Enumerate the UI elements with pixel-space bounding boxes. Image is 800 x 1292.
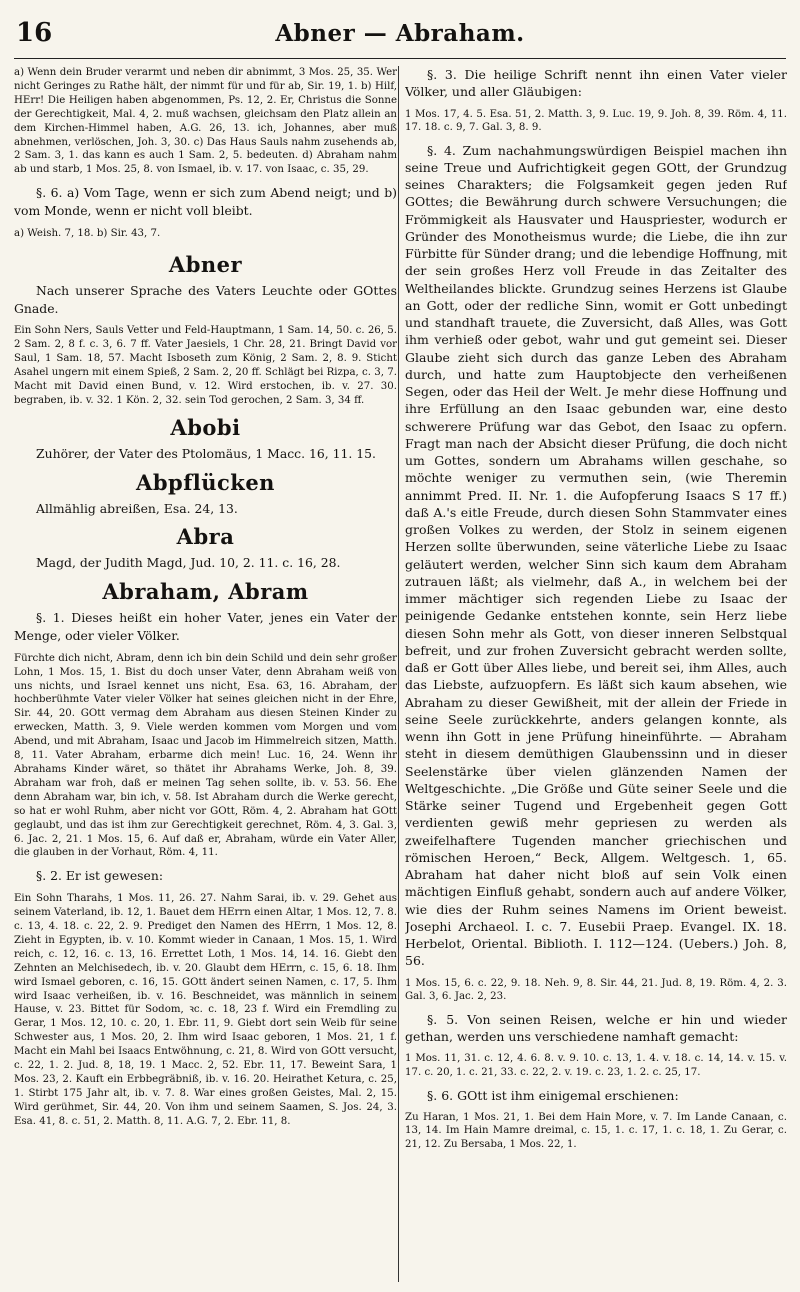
page-header [14,14,786,59]
section-6-note: a) Weish. 7, 18. b) Sir. 43, 7. [14,227,161,239]
section-5-paragraph: §. 5. Von seinen Reisen, welche er hin und wieder gethan, werden uns verschiedene namhaft gemacht: [405,1011,787,1045]
column-divider [398,66,399,1282]
abner-definition: Nach unserer Sprache des Vaters Leuchte oder GOttes Gnade. [14,282,397,316]
entry-heading-abobi: Abobi [170,414,241,440]
page-number: 16 [16,18,53,48]
abner-note: Ein Sohn Ners, Sauls Vetter und Feld-Hauptmann, 1 Sam. 14, 50. c. 26, 5. 2 Sam. 2, 8 f. c. 3, 6. 7 ff. Vater Jaesiels, 1 Chr. 28, 21. Bringt David vor Saul, 1 Sam. 18, 57. Macht Isboseth zum König, 2 Sam. 2, 8. 9. Sticht Asahel ungern mit einem Spieß, 2 Sam. 2, 20 ff. Schlägt bei Rizpa, c. 3, 7. Macht mit David einen Bund, v. 12. Wird erstochen, ib. v. 27. 30. begraben, ib. v. 32. 1 Kön. 2, 32. sein Tod gerochen, 2 Sam. 3, 34 ff. [14,325,397,406]
entry-heading-abra: Abra [176,524,235,550]
section-5-note: 1 Mos. 11, 31. c. 12, 4. 6. 8. v. 9. 10. c. 13, 1. 4. v. 18. c. 14, 14. v. 15. v. 17. c. 20, 1. c. 21, 33. c. 22, 2. v. 19. c. 23, 1. 2. c. 25, 17. [405,1053,787,1078]
left-column [14,66,397,1284]
section-3-paragraph: §. 3. Die heilige Schrift nennt ihn einen Vater vieler Völker, und aller Gläubigen: [405,67,787,100]
section-6-paragraph: §. 6. a) Vom Tage, wenn er sich zum Abend neigt; und b) vom Monde, wenn er nicht voll bleibt. [14,185,397,219]
abobi-definition: Zuhörer, der Vater des Ptolomäus, 1 Macc. 16, 11. 15. [36,445,376,461]
right-column [405,66,787,1284]
section-4-paragraph: §. 4. Zum nachahmungswürdigen Beispiel machen ihn seine Treue und Aufrichtigkeit gegen GOtt, der Grundzug seines Charakters; die Folgsamkeit gegen jeden Ruf GOttes; die Bewährung durch schwere Versuchungen; die Frömmigkeit als Hausvater und Hauspriester, wodurch er Gründer des Monotheismus wurde; die Liebe, die ihn zur Fürbitte für Sünder drang; und die lebendige Hoffnung, mit der sein großes Herz voll Freude in das Zeitalter des Weltheilandes blickte. Grundzug seines Herzens ist Glaube an Gott, oder der redliche Sinn, womit er Gott unbedingt und standhaft trauete, die Zuversicht, daß Alles, was Gott ihm verhieß oder gebot, wahr und gut gemeint sei. Dieser Glaube zieht sich durch das ganze Leben des Abraham durch, und hatte zum Hauptobjecte den verheißenen Segen, oder das Heil der Welt. Je mehr diese Hoffnung und ihre Erfüllung an den Isaac gebunden war, eine desto schwerere Prüfung war das Gebot, den Isaac zu opfern. Fragt man nach der Absicht dieser Prüfung, die doch nicht um Gottes, sondern um Abrahams willen geschahe, so möchte weniger zu vermuthen sein, (wie Theremin annimmt Pred. II. Nr. 1. die Aufopferung Isaacs S 17 ff.) daß A.'s eitle Freude, durch diesen Sohn Stammvater eines großen Volkes zu werden, der Stolz in seinem eigenen Herzen sollte überwunden, seine väterliche Liebe zu Isaac geläutert werden, welcher Sinn sich kaum dem Abraham zutrauen läßt; als vielmehr, daß A., in welchem bei der immer mächtiger sich regenden Liebe zu Isaac der peinigende Gedanke entstehen konnte, sein Herz liebe diesen Sohn mehr als Gott, von dieser inneren Selbstqual befreit, und zur frohen Zuversicht gebracht werden sollte, daß er Gott über Alles liebe, und bereit sei, ihm Alles, auch das Liebste, aufzuopfern. Es läßt sich kaum absehen, wie Abraham zu dieser Gewißheit, mit der allein der Friede in seine Seele zurückkehrte, anders gelangen konnte, als wenn ihn Gott in jene Prüfung hineinführte. — Abraham steht in diesem demüthigen Glaubenssinn und in dieser Seelenstärke über vielen glänzenden Namen der Weltgeschichte. „Die Größe und Güte seiner Seele und die Stärke seiner Tugend und Ergebenheit gegen Gott verdienten gewiß mehr gepriesen zu werden als zweifelhaftere Tugenden mancher griechischen und römischen Heroen,“ Beck, Allgem. Weltgesch. 1, 65. Abraham hat daher nicht bloß auf sein Volk einen mächtigen Einfluß gehabt, sondern auch auf andere Völker, wie dies der Ruhm seines Namens im Orient beweist. Josephi Archaeol. I. c. 7. Eusebii Praep. Evangel. IX. 18. Herbelot, Oriental. Biblioth. I. 112—124. (Uebers.) Joh. 8, 56. [405,142,787,969]
section-6-right-note: Zu Haran, 1 Mos. 21, 1. Bei dem Hain More, v. 7. Im Lande Canaan, c. 13, 14. Im Hain Mamre dreimal, c. 15, 1. c. 17, 1. c. 18, 1. Zu Gerar, c. 21, 12. Zu Bersaba, 1 Mos. 22, 1. [405,1111,787,1150]
entry-heading-abner: Abner [168,251,243,277]
section-3-note: 1 Mos. 17, 4. 5. Esa. 51, 2. Matth. 3, 9. Luc. 19, 9. Joh. 8, 39. Röm. 4, 11. 17. 18. c. 9, 7. Gal. 3, 8. 9. [405,108,787,134]
abpfluecken-definition: Allmählig abreißen, Esa. 24, 13. [36,500,238,516]
abraham-section-2: §. 2. Er ist gewesen: [36,868,164,884]
note-a-block: a) Wenn dein Bruder verarmt und neben dir abnimmt, 3 Mos. 25, 35. Wer nicht Geringes zu Rathe hält, der nimmt für und für ab, Sir. 19, 1. b) Hilf, HErr! Die Heiligen haben abgenommen, Ps. 12, 2. Er, Christus die Sonne der Gerechtigkeit, Mal. 4, 2. muß wachsen, gleichsam den Platz allein an dem Kirchen-Himmel haben, A.G. 26, 13. ich, Johannes, aber muß abnehmen, verlöschen, Joh. 3, 30. c) Das Haus Sauls nahm zusehends ab, 2 Sam. 3, 1. das kann es auch 1 Sam. 2, 5. bedeuten. d) Abraham nahm ab und starb, 1 Mos. 25, 8. von Ismael, ib. v. 17. von Isaac, c. 35, 29. [14,67,397,176]
running-head: Abner — Abraham. [275,20,525,47]
entry-heading-abraham: Abraham, Abram [102,579,309,605]
section-6-right-paragraph: §. 6. GOtt ist ihm einigemal erschienen: [427,1087,679,1103]
section-4-note: 1 Mos. 15, 6. c. 22, 9. 18. Neh. 9, 8. Sir. 44, 21. Jud. 8, 19. Röm. 4, 2. 3. Gal. 3, 6. Jac. 2, 23. [405,977,787,1003]
entry-heading-abpfluecken: Abpflücken [136,469,275,495]
abraham-section-2-note: Ein Sohn Tharahs, 1 Mos. 11, 26. 27. Nahm Sarai, ib. v. 29. Gehet aus seinem Vaterland, ib. 12, 1. Bauet dem HErrn einen Altar, 1 Mos. 12, 7. 8. c. 13, 4. 18. c. 22, 2. 9. Prediget den Namen des HErrn, 1 Mos. 12, 8. Zieht in Egypten, ib. v. 10. Kommt wieder in Canaan, 1 Mos. 15, 1. Wird reich, c. 12, 16. c. 13, 16. Errettet Loth, 1 Mos. 14, 14. 16. Giebt den Zehnten an Melchisedech, ib. v. 20. Glaubt dem HErrn, c. 15, 6. 18. Ihm wird Ismael geboren, c. 16, 15. GOtt ändert seinen Namen, c. 17, 5. Ihm wird Isaac verheißen, ib. v. 16. Beschneidet, was männlich in seinem Hause, v. 23. Bittet für Sodom, ꝛc. c. 18, 23 f. Wird ein Fremdling zu Gerar, 1 Mos. 12, 10. c. 20, 1. Ebr. 11, 9. Giebt dort sein Weib für seine Schwester aus, 1 Mos. 20, 2. Ihm wird Isaac geboren, 1 Mos. 21, 1 f. Macht ein Mahl bei Isaacs Entwöhnung, c. 21, 8. Wird von GOtt versucht, c. 22, 1. 2. Jud. 8, 18, 19. 1 Macc. 2, 52. Ebr. 11, 17. Beweint Sara, 1 Mos. 23, 2. Kauft ein Erbbegräbniß, ib. v. 16. 20. Heirathet Ketura, c. 25, 1. Stirbt 175 Jahr alt, ib. v. 7. 8. War eines großen Geistes, Mal. 2, 15. Wird gerühmet, Sir. 44, 20. Von ihm und seinem Saamen, S. Jos. 24, 3. Esa. 41, 8. c. 51, 2. Matth. 8, 11. A.G. 7, 2. Ebr. 11, 8. [14,893,397,1127]
abraham-section-1-note: Fürchte dich nicht, Abram, denn ich bin dein Schild und dein sehr großer Lohn, 1 Mos. 15, 1. Bist du doch unser Vater, denn Abraham weiß von uns nichts, und Israel kennet uns nicht, Esa. 63, 16. Abraham, der hochberühmte Vater vieler Völker hat seines gleichen nicht in der Ehre, Sir. 44, 20. GOtt vermag dem Abraham aus diesen Steinen Kinder zu erwecken, Matth. 3, 9. Viele werden kommen vom Morgen und vom Abend, und mit Abraham, Isaac und Jacob im Himmelreich sitzen, Matth. 8, 11. Vater Abraham, erbarme dich mein! Luc. 16, 24. Wenn ihr Abrahams Kinder wäret, so thätet ihr Abrahams Werke, Joh. 8, 39. Abraham war froh, daß er meinen Tag sehen sollte, ib. v. 53. 56. Ehe denn Abraham war, bin ich, v. 58. Ist Abraham durch die Werke gerecht, so hat er wohl Ruhm, aber nicht vor GOtt, Röm. 4, 2. Abraham hat GOtt geglaubt, und das ist ihm zur Gerechtigkeit gerechnet, Röm. 4, 3. Gal. 3, 6. Jac. 2, 21. 1 Mos. 15, 6. Auf daß er, Abraham, würde ein Vater Aller, die glauben in der Vorhaut, Röm. 4, 11. [14,652,397,859]
abraham-section-1: §. 1. Dieses heißt ein hoher Vater, jenes ein Vater der Menge, oder vieler Völker. [14,610,397,643]
abra-definition: Magd, der Judith Magd, Jud. 10, 2. 11. c. 16, 28. [36,555,341,571]
